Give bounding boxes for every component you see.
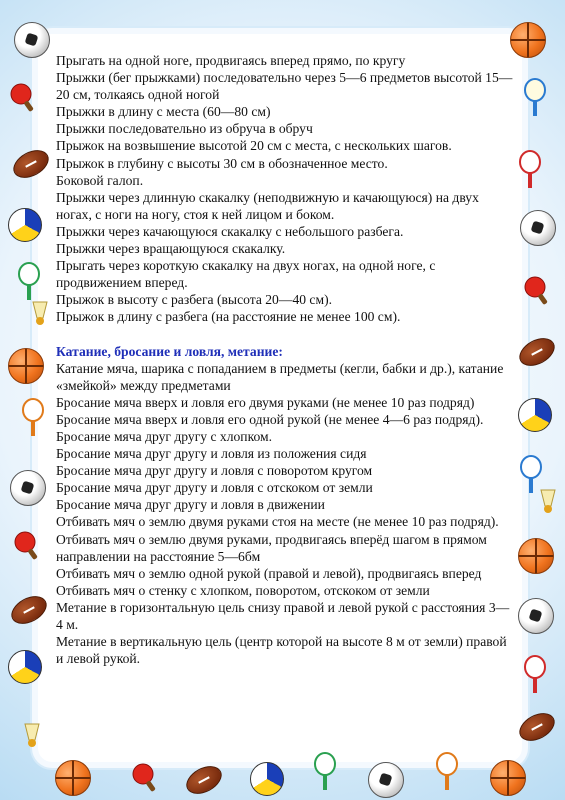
- text-line: Прыжки через качающуюся скакалку с небольшого разбега.: [56, 223, 404, 239]
- text-line: Бросание мяча друг другу и ловля из положения сидя: [56, 446, 367, 462]
- text-line: Бросание мяча вверх и ловля его одной рукой (не менее 4—6 раз подряд).: [56, 411, 484, 427]
- tennis-racket-icon: [14, 262, 44, 302]
- ping-pong-paddle-icon: [130, 762, 160, 794]
- text-line: Прыжки последовательно из обруча в обруч: [56, 121, 313, 137]
- text-line: Катание мяча, шарика с попаданием в предметы (кегли, бабки и др.), катание «змейкой» между предметами: [56, 360, 504, 393]
- shuttlecock-icon: [30, 300, 50, 326]
- volleyball-icon: [8, 208, 42, 242]
- text-line: Метание в вертикальную цель (центр которой на высоте 8 м от земли) правой и левой рукой.: [56, 634, 507, 667]
- basketball-icon: [55, 760, 91, 796]
- tennis-racket-icon: [310, 752, 340, 792]
- text-line: Прыжки через вращающуюся скакалку.: [56, 241, 286, 257]
- text-line: Прыгать на одной ноге, продвигаясь вперед прямо, по кругу: [56, 53, 406, 68]
- volleyball-icon: [518, 398, 552, 432]
- volleyball-icon: [250, 762, 284, 796]
- document-body: [56, 52, 516, 667]
- section-heading: Катание, бросание и ловля, метание:: [56, 343, 283, 359]
- text-line: Бросание мяча друг другу и ловля с поворотом кругом: [56, 463, 373, 479]
- tennis-racket-icon: [432, 752, 462, 792]
- text-line: Бросание мяча вверх и ловля его двумя руками (не менее 10 раз подряд): [56, 394, 475, 410]
- tennis-racket-icon: [18, 398, 48, 438]
- ping-pong-paddle-icon: [12, 530, 42, 562]
- basketball-icon: [8, 348, 44, 384]
- text-line: Бросание мяча друг другу и ловля в движении: [56, 497, 325, 513]
- text-line: Прыжки в длину с места (60—80 см): [56, 104, 271, 120]
- text-line: Метание в горизонтальную цель снизу правой и левой рукой с расстояния 3—4 м.: [56, 599, 510, 632]
- text-line: Прыгать через короткую скакалку на двух ногах, на одной ноге, с продвижением вперед.: [56, 258, 436, 291]
- text-line: Бросание мяча друг другу и ловля с отскоком от земли: [56, 480, 373, 496]
- text-line: Отбивать мяч о землю двумя руками, продвигаясь вперёд шагом в прямом направлении на расстояние 5—6бм: [56, 531, 487, 564]
- text-line: Прыжки через длинную скакалку (неподвижную и качающуюся) на двух ногах, с ноги на ногу, стоя к ней лицом и боком.: [56, 189, 479, 222]
- soccer-ball-icon: [14, 22, 50, 58]
- tennis-racket-icon: [520, 78, 550, 118]
- soccer-ball-icon: [520, 210, 556, 246]
- text-line: Отбивать мяч о землю двумя руками стоя на месте (не менее 10 раз подряд).: [56, 514, 499, 530]
- text-line: Прыжок в высоту с разбега (высота 20—40 см).: [56, 292, 332, 308]
- text-line: Отбивать мяч о стенку с хлопком, поворотом, отскоком от земли: [56, 582, 430, 598]
- text-line: Боковой галоп.: [56, 172, 144, 188]
- text-line: Прыжки (бег прыжками) последовательно через 5—6 предметов высотой 15—20 см, толкаясь одной ногой: [56, 70, 513, 103]
- shuttlecock-icon: [538, 488, 558, 514]
- text-line: Отбивать мяч о землю одной рукой (правой и левой), продвигаясь вперед: [56, 565, 482, 581]
- text-line: Прыжок в длину с разбега (на расстояние не менее 100 см).: [56, 309, 401, 325]
- basketball-icon: [490, 760, 526, 796]
- soccer-ball-icon: [10, 470, 46, 506]
- soccer-ball-icon: [368, 762, 404, 798]
- tennis-racket-icon: [520, 655, 550, 695]
- text-line: Прыжок на возвышение высотой 20 см с места, с нескольких шагов.: [56, 138, 452, 154]
- tennis-racket-icon: [515, 150, 545, 190]
- ping-pong-paddle-icon: [8, 82, 38, 114]
- shuttlecock-icon: [22, 722, 42, 748]
- basketball-icon: [518, 538, 554, 574]
- text-line: Прыжок в глубину с высоты 30 см в обозначенное место.: [56, 155, 388, 171]
- volleyball-icon: [8, 650, 42, 684]
- soccer-ball-icon: [518, 598, 554, 634]
- ping-pong-paddle-icon: [522, 275, 552, 307]
- text-line: Бросание мяча друг другу с хлопком.: [56, 428, 273, 444]
